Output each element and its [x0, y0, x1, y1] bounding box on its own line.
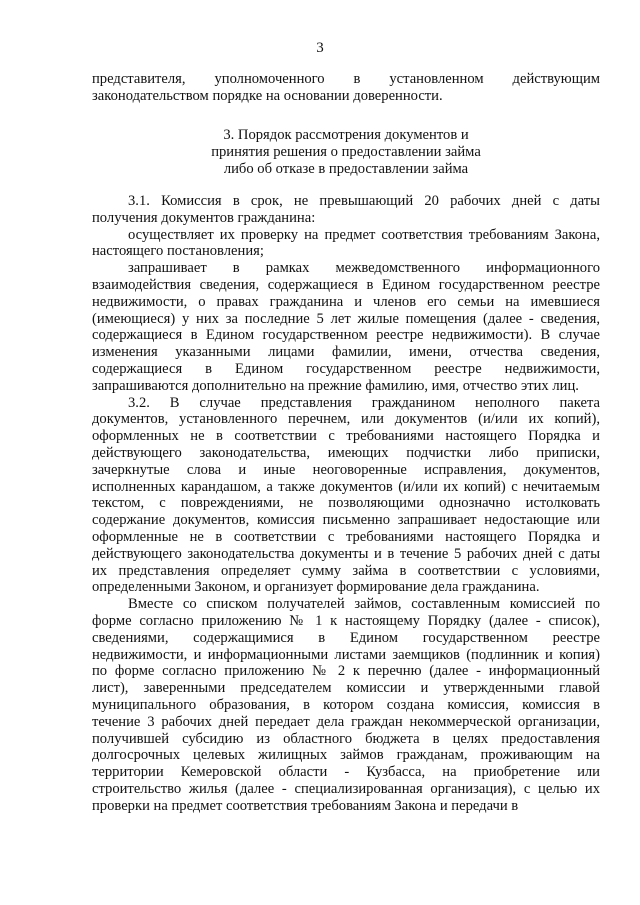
text-line: изменения указанными лицами фамилии, имени, отчества сведения, — [92, 344, 600, 361]
text-line: действующего законодательства документы и в течение 5 рабочих дней с даты — [92, 545, 600, 562]
text-line: настоящего постановления; — [92, 243, 264, 260]
text-line: долгосрочных целевых жилищных займов гражданам, проживающим на — [92, 747, 600, 764]
heading-line: принятия решения о предоставлении займа — [211, 143, 481, 160]
text-line: их представления определяет сумму займа в соответствии с условиями, — [92, 562, 600, 579]
paragraph — [92, 260, 600, 394]
text-line: оформленных не в соответствии с требованиями настоящего Порядка и — [92, 428, 600, 445]
text-line: документов, установленного перечнем, или документов (и/или их копий), — [92, 411, 600, 428]
text-line: получения документов гражданина: — [92, 209, 316, 226]
text-line: проверки на предмет соответствия требованиям Закона и передачи в — [92, 797, 519, 814]
heading-line: либо об отказе в предоставлении займа — [223, 160, 469, 177]
text-line: законодательством порядке на основании доверенности. — [92, 87, 443, 104]
text-line: недвижимости, о правах гражданина и членов его семьи на имевшиеся — [92, 293, 600, 310]
text-line: запрашивает в рамках межведомственного информационного — [128, 260, 600, 277]
intro-paragraph — [92, 71, 600, 105]
text-line: запрашиваются дополнительно на прежние фамилию, имя, отчество этих лиц. — [92, 377, 579, 394]
paragraph — [92, 395, 600, 597]
paragraph — [92, 227, 600, 261]
text-line: оформленные не в соответствии с требованиями настоящего Порядка и — [92, 528, 600, 545]
text-line: лист), заверенными председателем комиссии и утвержденными главой — [92, 680, 600, 697]
text-line: Вместе со списком получателей займов, составленным комиссией по — [128, 596, 600, 613]
text-line: (имеющиеся) у них за последние 5 лет жилые помещения (далее - сведения, — [92, 310, 600, 327]
text-line: течение 3 рабочих дней передает дела граждан некоммерческой организации, — [92, 713, 600, 730]
text-line: содержание документов, комиссия письменно запрашивает недостающие или — [92, 512, 600, 529]
text-line: зачеркнутые слова и иные неоговоренные исправления, документов, — [92, 461, 600, 478]
text-line: форме согласно приложению № 1 к настоящему Порядку (далее - список), — [92, 612, 600, 629]
text-line: строительство жилья (далее - специализированная организация), с целью их — [92, 780, 600, 797]
text-line: по форме согласно приложению № 2 к перечню (далее - информационный — [92, 663, 600, 680]
text-line: осуществляет их проверку на предмет соответствия требованиям Закона, — [128, 226, 600, 243]
text-line: представителя, уполномоченного в установленном действующим — [92, 71, 600, 87]
paragraph — [92, 596, 600, 814]
text-line: действующего законодательства, имеющих подчистки либо приписки, — [92, 444, 600, 461]
text-line: получившей субсидию из областного бюджета в целях предоставления — [92, 730, 600, 747]
heading-line: 3. Порядок рассмотрения документов и — [223, 127, 469, 143]
text-line: 3.1. Комиссия в срок, не превышающий 20 рабочих дней с даты — [128, 193, 600, 209]
text-line: территории Кемеровской области - Кузбасса, на приобретение или — [92, 764, 600, 781]
text-line: 3.2. В случае представления гражданином неполного пакета — [128, 394, 600, 411]
section-heading — [92, 127, 600, 177]
text-line: взаимодействия сведения, содержащиеся в Едином государственном реестре — [92, 276, 600, 293]
body-text — [92, 193, 600, 814]
text-line: исполненных карандашом, а также документов (и/или их копий) с нечитаемым — [92, 478, 600, 495]
text-line: текстом, с повреждениями, не позволяющими однозначно истолковать — [92, 495, 600, 512]
text-line: определенными Законом, и организует формирование дела гражданина. — [92, 579, 540, 596]
text-line: недвижимости, и информационными листами заемщиков (подлинник и копия) — [92, 646, 600, 663]
text-line: содержащиеся в Едином государственном реестре недвижимости, — [92, 360, 600, 377]
paragraph — [92, 193, 600, 227]
text-line: содержащиеся в Едином государственном реестре недвижимости). В случае — [92, 327, 600, 344]
text-line: сведениями, содержащимися в Едином государственном реестре — [92, 629, 600, 646]
text-line: муниципального образования, в котором создана комиссия, комиссия в — [92, 696, 600, 713]
page-number: 3 — [316, 40, 324, 56]
